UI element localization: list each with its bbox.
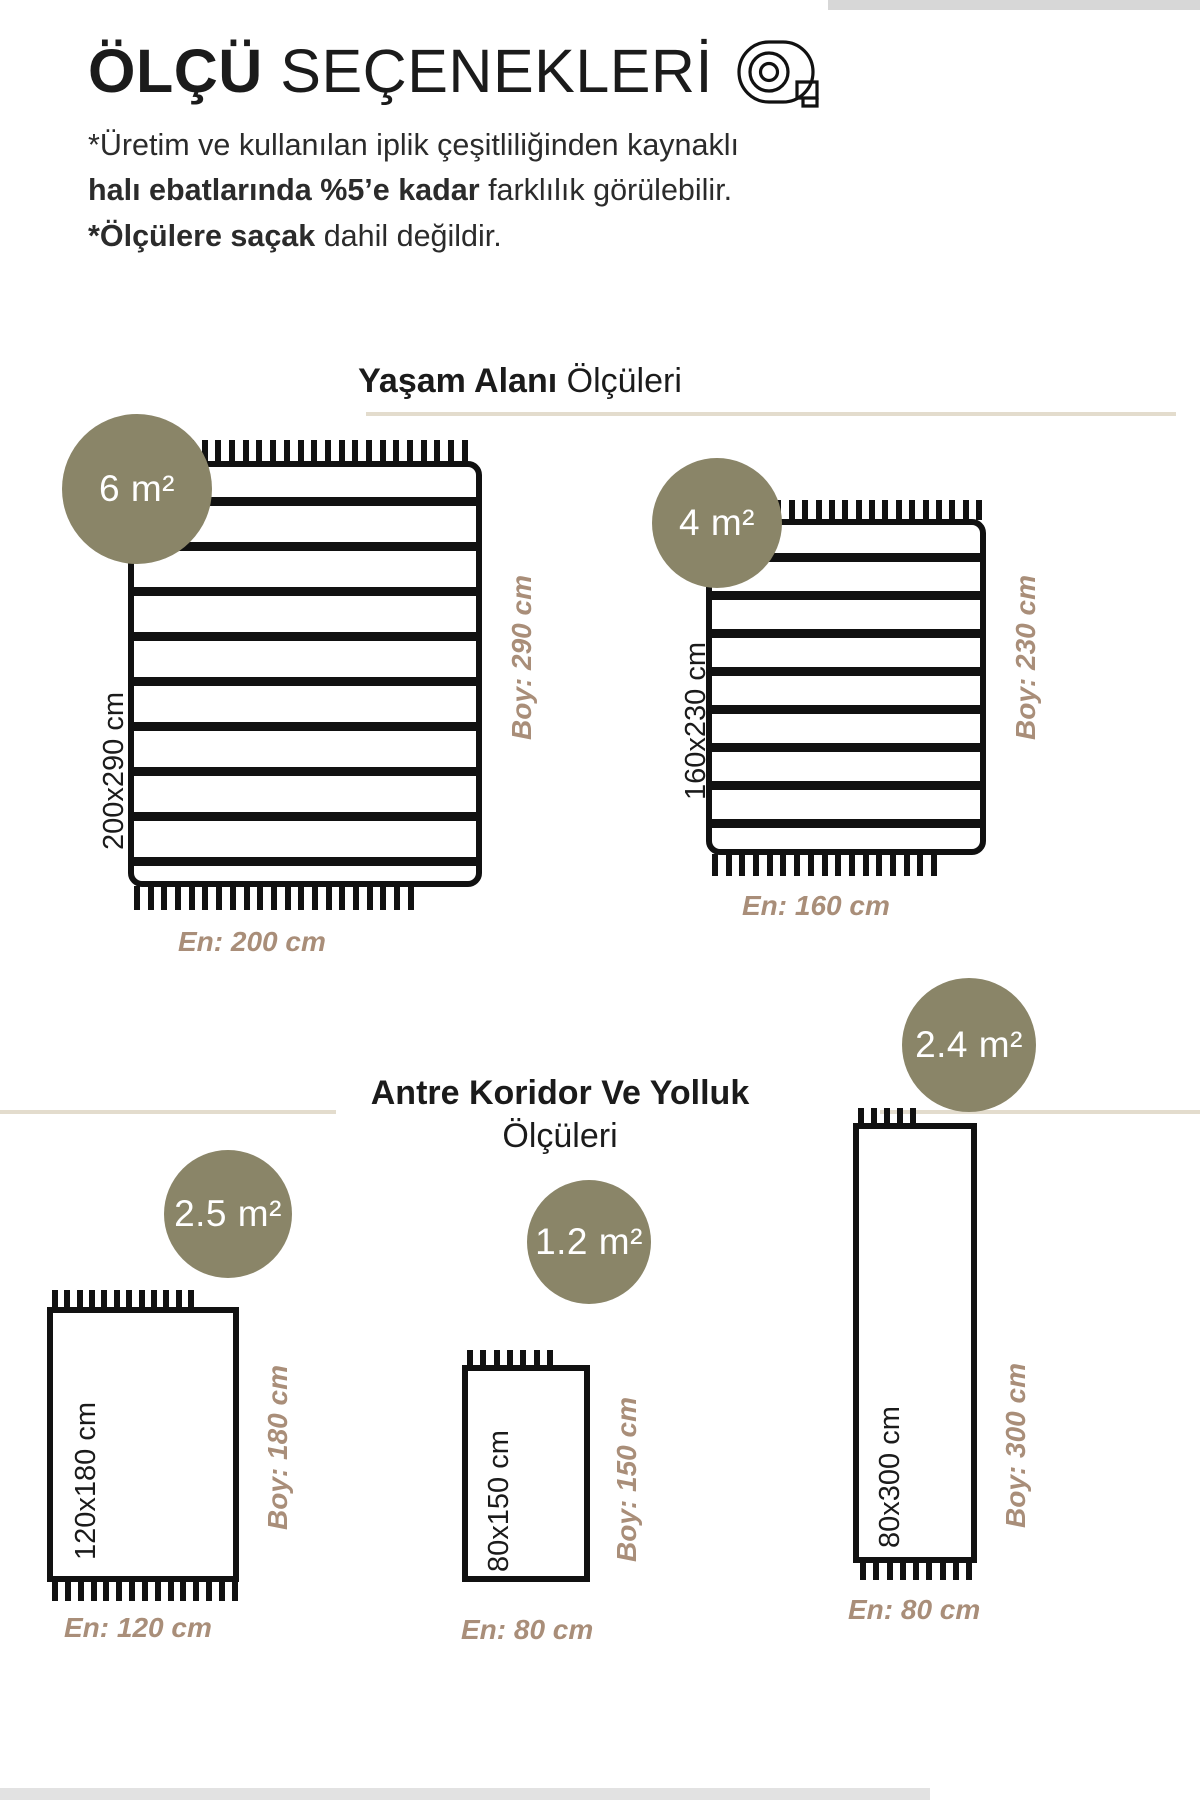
rug-size-label-160x230: 160x230 cm	[680, 642, 712, 800]
rug-length-label-230: Boy: 230 cm	[1010, 575, 1041, 740]
rug-size-label-80x150: 80x150 cm	[483, 1430, 515, 1572]
note-line-2-bold: halı ebatlarında %5’e kadar	[88, 173, 480, 208]
disclaimer-note	[88, 124, 1118, 258]
top-accent-strip	[828, 0, 1200, 10]
rug-length-label-300: Boy: 300 cm	[1000, 1363, 1031, 1528]
rug-width-label-120: En: 120 cm	[64, 1612, 212, 1643]
rug-figure-80x150	[455, 1221, 755, 1690]
area-badge-1.2m2	[527, 1180, 651, 1304]
note-line-2	[88, 169, 1118, 212]
area-badge-4m2	[652, 458, 782, 588]
area-badge-2.5m2-label: 2.5 m²	[174, 1193, 282, 1234]
rug-figure-80x300	[848, 1024, 1168, 1688]
rug-fringe-top	[52, 1290, 194, 1308]
rug-body-80x150	[462, 1365, 590, 1582]
note-line-3-bold: *Ölçülere saçak	[88, 218, 316, 253]
section-2-heading	[240, 1072, 880, 1157]
note-line-2-rest: farklılık görülebilir.	[479, 173, 733, 208]
page-title	[88, 34, 1118, 108]
rug-fringe-top	[858, 1108, 916, 1124]
section-1-heading	[200, 360, 840, 403]
rug-size-label-120x180: 120x180 cm	[70, 1402, 102, 1560]
rug-width-label-160: En: 160 cm	[742, 890, 890, 921]
area-badge-2.4m2-label: 2.4 m²	[915, 1024, 1023, 1065]
rug-body-80x300	[853, 1123, 977, 1563]
rug-fringe-top	[762, 500, 982, 520]
note-line-1: *Üretim ve kullanılan iplik çeşitliliğinden kaynaklı	[88, 128, 739, 162]
section-1-heading-strong: Yaşam Alanı	[358, 362, 558, 400]
area-badge-1.2m2-label: 1.2 m²	[535, 1221, 643, 1262]
tape-measure-icon	[731, 38, 827, 108]
area-badge-6m2	[62, 414, 212, 564]
area-badge-2.4m2	[902, 978, 1036, 1112]
page-title-rest: SEÇENEKLERİ	[262, 36, 713, 105]
note-line-3	[88, 215, 1118, 258]
section-2-heading-rest: Ölçüleri	[502, 1116, 618, 1155]
section-1-heading-rest: Ölçüleri	[557, 362, 682, 400]
section-2-underline-left	[0, 1110, 336, 1114]
page-title-text	[88, 36, 713, 105]
rug-fringe-top	[467, 1350, 553, 1366]
rug-figure-120x180	[40, 1193, 360, 1690]
rug-fringe-bottom	[860, 1562, 972, 1580]
rug-size-label-200x290: 200x290 cm	[98, 692, 130, 850]
area-badge-6m2-label: 6 m²	[99, 468, 175, 509]
page-title-bold: ÖLÇÜ	[88, 36, 263, 105]
rug-fringe-bottom	[52, 1581, 238, 1601]
rug-width-label-80-b: En: 80 cm	[848, 1594, 981, 1625]
rug-fringe-top	[188, 440, 468, 462]
rug-figure-160x230	[679, 500, 1100, 970]
rug-width-label-200: En: 200 cm	[178, 926, 326, 957]
area-badge-4m2-label: 4 m²	[679, 502, 755, 543]
rug-length-label-290: Boy: 290 cm	[506, 575, 537, 740]
rug-fringe-bottom	[712, 854, 937, 876]
bottom-accent-strip	[0, 1788, 930, 1800]
rug-size-label-80x300: 80x300 cm	[874, 1406, 906, 1548]
rug-width-label-80: En: 80 cm	[461, 1614, 594, 1645]
rug-fringe-bottom	[134, 886, 414, 910]
note-line-3-rest: dahil değildir.	[315, 218, 502, 253]
rug-length-label-150: Boy: 150 cm	[611, 1397, 642, 1562]
rug-length-label-180: Boy: 180 cm	[262, 1365, 293, 1530]
section-1-underline	[366, 412, 1176, 416]
rug-figure-200x290	[98, 440, 540, 980]
section-2-heading-strong: Antre Koridor Ve Yolluk	[370, 1074, 750, 1112]
header	[88, 34, 1118, 260]
area-badge-2.5m2	[164, 1150, 292, 1278]
